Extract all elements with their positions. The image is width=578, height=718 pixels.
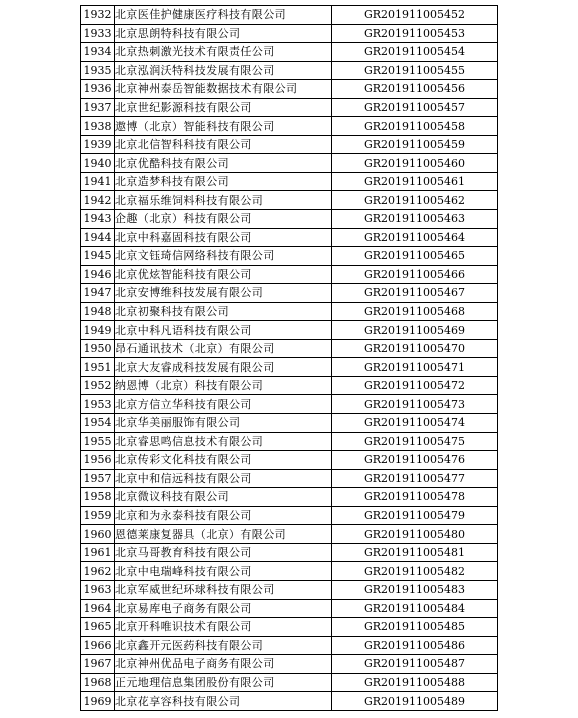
certificate-number-cell: GR201911005470: [332, 339, 498, 358]
row-number-cell: 1966: [81, 636, 115, 655]
certificate-number-cell: GR201911005474: [332, 414, 498, 433]
row-number-cell: 1949: [81, 321, 115, 340]
table-row: [81, 117, 498, 136]
certificate-number-cell: GR201911005481: [332, 543, 498, 562]
certificate-number-cell: GR201911005457: [332, 98, 498, 117]
row-number-cell: 1948: [81, 302, 115, 321]
certificate-number-cell: GR201911005475: [332, 432, 498, 451]
row-number-cell: 1933: [81, 24, 115, 43]
row-number-cell: 1938: [81, 117, 115, 136]
table-row: [81, 6, 498, 25]
company-name-cell: 北京马哥教育科技有限公司: [115, 543, 332, 562]
table-row: [81, 469, 498, 488]
row-number-cell: 1959: [81, 506, 115, 525]
company-name-cell: 企趣（北京）科技有限公司: [115, 210, 332, 229]
company-name-cell: 北京安博维科技发展有限公司: [115, 284, 332, 303]
row-number-cell: 1937: [81, 98, 115, 117]
table-row: [81, 247, 498, 266]
row-number-cell: 1944: [81, 228, 115, 247]
company-name-cell: 北京中和信远科技有限公司: [115, 469, 332, 488]
company-name-cell: 北京神州泰岳智能数据技术有限公司: [115, 80, 332, 99]
certificate-number-cell: GR201911005454: [332, 43, 498, 62]
company-name-cell: 北京文钰琦信网络科技有限公司: [115, 247, 332, 266]
certificate-number-cell: GR201911005485: [332, 618, 498, 637]
table-row: [81, 451, 498, 470]
certificate-number-cell: GR201911005477: [332, 469, 498, 488]
company-name-cell: 北京中电瑞峰科技有限公司: [115, 562, 332, 581]
table-row: [81, 80, 498, 99]
table-row: [81, 172, 498, 191]
row-number-cell: 1968: [81, 673, 115, 692]
company-name-cell: 北京中科嘉固科技有限公司: [115, 228, 332, 247]
table-row: [81, 618, 498, 637]
table-row: [81, 228, 498, 247]
certificate-number-cell: GR201911005482: [332, 562, 498, 581]
certificate-number-cell: GR201911005452: [332, 6, 498, 25]
certificate-number-cell: GR201911005484: [332, 599, 498, 618]
company-name-cell: 北京微议科技有限公司: [115, 488, 332, 507]
certificate-number-cell: GR201911005453: [332, 24, 498, 43]
certificate-number-cell: GR201911005473: [332, 395, 498, 414]
table-row: [81, 191, 498, 210]
certificate-number-cell: GR201911005480: [332, 525, 498, 544]
company-name-cell: 北京热刺激光技术有限责任公司: [115, 43, 332, 62]
company-name-cell: 北京花享容科技有限公司: [115, 692, 332, 711]
table-row: [81, 432, 498, 451]
certificate-number-cell: GR201911005489: [332, 692, 498, 711]
row-number-cell: 1954: [81, 414, 115, 433]
row-number-cell: 1935: [81, 61, 115, 80]
company-name-cell: 北京传彩文化科技有限公司: [115, 451, 332, 470]
row-number-cell: 1960: [81, 525, 115, 544]
company-name-cell: 恩德莱康复器具（北京）有限公司: [115, 525, 332, 544]
certificate-number-cell: GR201911005463: [332, 210, 498, 229]
table-row: [81, 673, 498, 692]
company-name-cell: 昂石通讯技术（北京）有限公司: [115, 339, 332, 358]
certificate-number-cell: GR201911005488: [332, 673, 498, 692]
certificate-number-cell: GR201911005471: [332, 358, 498, 377]
row-number-cell: 1962: [81, 562, 115, 581]
row-number-cell: 1958: [81, 488, 115, 507]
certificate-number-cell: GR201911005466: [332, 265, 498, 284]
table-row: [81, 655, 498, 674]
row-number-cell: 1969: [81, 692, 115, 711]
row-number-cell: 1965: [81, 618, 115, 637]
certificate-number-cell: GR201911005459: [332, 135, 498, 154]
certificate-number-cell: GR201911005455: [332, 61, 498, 80]
table-row: [81, 135, 498, 154]
row-number-cell: 1940: [81, 154, 115, 173]
company-name-cell: 纳恩博（北京）科技有限公司: [115, 376, 332, 395]
table-row: [81, 543, 498, 562]
company-name-cell: 北京鑫开元医药科技有限公司: [115, 636, 332, 655]
table-row: [81, 284, 498, 303]
company-name-cell: 北京初聚科技有限公司: [115, 302, 332, 321]
table-row: [81, 692, 498, 711]
certificate-number-cell: GR201911005462: [332, 191, 498, 210]
row-number-cell: 1951: [81, 358, 115, 377]
certificate-table: [80, 5, 498, 711]
table-row: [81, 414, 498, 433]
company-name-cell: 遨博（北京）智能科技有限公司: [115, 117, 332, 136]
table-row: [81, 24, 498, 43]
company-name-cell: 北京开科唯识技术有限公司: [115, 618, 332, 637]
company-name-cell: 北京方信立华科技有限公司: [115, 395, 332, 414]
company-name-cell: 北京大友睿成科技发展有限公司: [115, 358, 332, 377]
row-number-cell: 1953: [81, 395, 115, 414]
row-number-cell: 1956: [81, 451, 115, 470]
certificate-number-cell: GR201911005469: [332, 321, 498, 340]
row-number-cell: 1955: [81, 432, 115, 451]
table-row: [81, 525, 498, 544]
certificate-number-cell: GR201911005465: [332, 247, 498, 266]
row-number-cell: 1950: [81, 339, 115, 358]
table-row: [81, 636, 498, 655]
company-name-cell: 北京优炫智能科技有限公司: [115, 265, 332, 284]
row-number-cell: 1932: [81, 6, 115, 25]
company-name-cell: 北京神州优品电子商务有限公司: [115, 655, 332, 674]
row-number-cell: 1943: [81, 210, 115, 229]
certificate-number-cell: GR201911005461: [332, 172, 498, 191]
row-number-cell: 1952: [81, 376, 115, 395]
certificate-number-cell: GR201911005464: [332, 228, 498, 247]
certificate-number-cell: GR201911005458: [332, 117, 498, 136]
company-name-cell: 北京和为永泰科技有限公司: [115, 506, 332, 525]
certificate-number-cell: GR201911005468: [332, 302, 498, 321]
company-name-cell: 北京造梦科技有限公司: [115, 172, 332, 191]
company-name-cell: 北京思朗特科技有限公司: [115, 24, 332, 43]
certificate-number-cell: GR201911005472: [332, 376, 498, 395]
company-name-cell: 北京华美丽服饰有限公司: [115, 414, 332, 433]
company-name-cell: 北京中科凡语科技有限公司: [115, 321, 332, 340]
row-number-cell: 1967: [81, 655, 115, 674]
company-name-cell: 北京医佳护健康医疗科技有限公司: [115, 6, 332, 25]
certificate-number-cell: GR201911005467: [332, 284, 498, 303]
table-row: [81, 321, 498, 340]
row-number-cell: 1941: [81, 172, 115, 191]
table-row: [81, 376, 498, 395]
row-number-cell: 1947: [81, 284, 115, 303]
table-row: [81, 395, 498, 414]
table-row: [81, 358, 498, 377]
row-number-cell: 1957: [81, 469, 115, 488]
table-row: [81, 265, 498, 284]
table-row: [81, 210, 498, 229]
table-row: [81, 488, 498, 507]
company-name-cell: 正元地理信息集团股份有限公司: [115, 673, 332, 692]
row-number-cell: 1946: [81, 265, 115, 284]
table-row: [81, 302, 498, 321]
certificate-number-cell: GR201911005486: [332, 636, 498, 655]
company-name-cell: 北京北信智科科技有限公司: [115, 135, 332, 154]
company-name-cell: 北京易库电子商务有限公司: [115, 599, 332, 618]
row-number-cell: 1942: [81, 191, 115, 210]
row-number-cell: 1936: [81, 80, 115, 99]
table-row: [81, 506, 498, 525]
certificate-number-cell: GR201911005476: [332, 451, 498, 470]
row-number-cell: 1961: [81, 543, 115, 562]
certificate-number-cell: GR201911005487: [332, 655, 498, 674]
company-name-cell: 北京福乐维饲料科技有限公司: [115, 191, 332, 210]
row-number-cell: 1963: [81, 580, 115, 599]
row-number-cell: 1939: [81, 135, 115, 154]
company-name-cell: 北京世纪影源科技有限公司: [115, 98, 332, 117]
table-row: [81, 154, 498, 173]
certificate-number-cell: GR201911005478: [332, 488, 498, 507]
table-row: [81, 562, 498, 581]
company-name-cell: 北京睿思鸣信息技术有限公司: [115, 432, 332, 451]
row-number-cell: 1945: [81, 247, 115, 266]
table-row: [81, 580, 498, 599]
certificate-number-cell: GR201911005483: [332, 580, 498, 599]
table-row: [81, 43, 498, 62]
company-name-cell: 北京泓润沃特科技发展有限公司: [115, 61, 332, 80]
table-row: [81, 98, 498, 117]
table-row: [81, 599, 498, 618]
table-body: [81, 6, 498, 711]
row-number-cell: 1934: [81, 43, 115, 62]
table-row: [81, 339, 498, 358]
certificate-number-cell: GR201911005456: [332, 80, 498, 99]
company-name-cell: 北京军威世纪环球科技有限公司: [115, 580, 332, 599]
company-name-cell: 北京优酷科技有限公司: [115, 154, 332, 173]
table-row: [81, 61, 498, 80]
certificate-number-cell: GR201911005460: [332, 154, 498, 173]
row-number-cell: 1964: [81, 599, 115, 618]
certificate-number-cell: GR201911005479: [332, 506, 498, 525]
